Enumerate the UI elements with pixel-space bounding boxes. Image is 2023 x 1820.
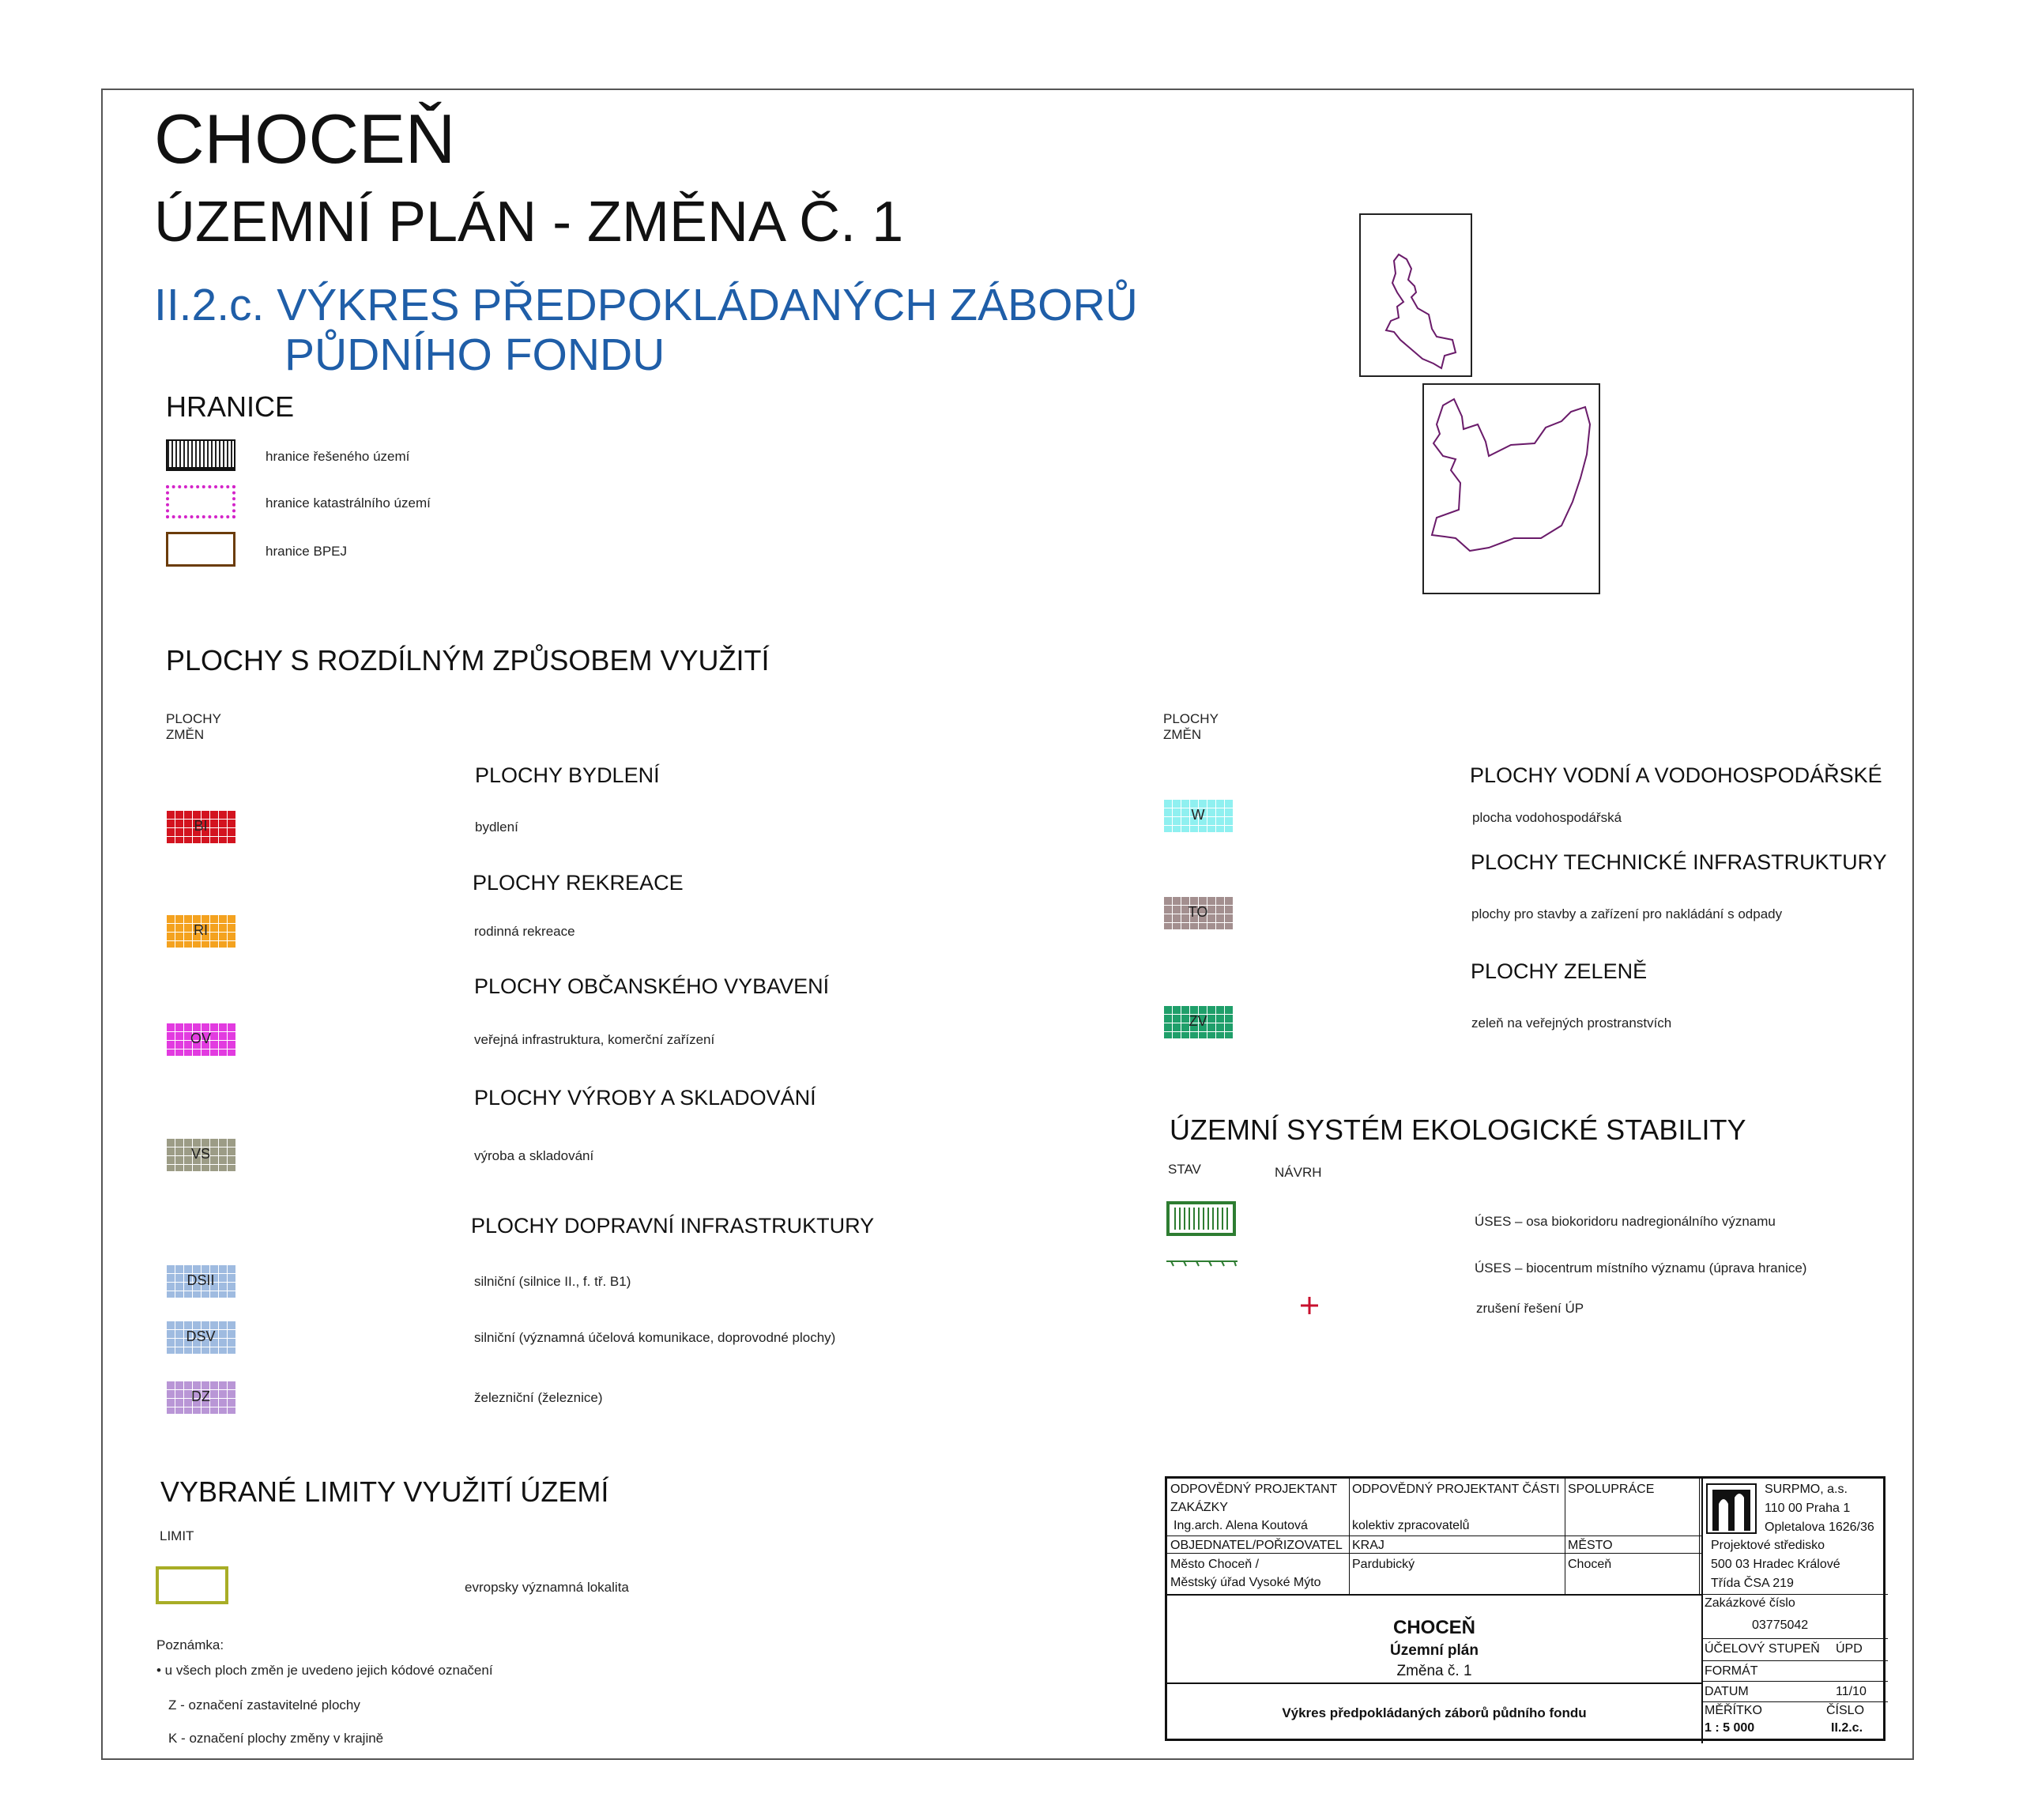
title-block	[1165, 1476, 1885, 1741]
tb-doc: Územní plán	[1390, 1642, 1479, 1659]
biocentrum-icon	[1166, 1258, 1238, 1269]
solid-border-icon	[166, 439, 235, 471]
tb-divider-h9	[1565, 1553, 1701, 1554]
uses-stav-label: STAV	[1168, 1162, 1201, 1177]
rekreace-code: RI	[194, 922, 208, 938]
tb-h-format: FORMÁT	[1705, 1664, 1758, 1678]
vyroba-code: VS	[190, 1146, 210, 1162]
rekreace-heading: PLOCHY REKREACE	[473, 871, 684, 895]
tb-h-mesto: MĚSTO	[1568, 1539, 1613, 1552]
vodni-code: W	[1191, 807, 1205, 823]
hranice-label-3: hranice BPEJ	[266, 544, 347, 559]
uses-navrh-label: NÁVRH	[1275, 1165, 1322, 1180]
brown-border-icon	[166, 532, 235, 567]
plochy-zmen-label-left: PLOCHY ZMĚN	[166, 711, 221, 743]
tb-h-coop: SPOLUPRÁCE	[1568, 1483, 1655, 1496]
tb-drawing: Výkres předpokládaných záborů půdního fondu	[1282, 1705, 1587, 1720]
dsv-code: DSV	[186, 1328, 216, 1344]
note-title: Poznámka:	[156, 1637, 224, 1652]
tb-company: SURPMO, a.s. 110 00 Praha 1 Opletalova 1626/36	[1765, 1483, 1874, 1534]
technicka-heading: PLOCHY TECHNICKÉ INFRASTRUKTURY	[1471, 850, 1887, 874]
obcanske-swatch	[166, 1023, 235, 1056]
tb-h-proj: ODPOVĚDNÝ PROJEKTANT ZAKÁZKY	[1170, 1483, 1338, 1515]
tb-change: Změna č. 1	[1396, 1663, 1472, 1679]
tb-h-client: OBJEDNATEL/POŘIZOVATEL	[1170, 1539, 1343, 1552]
tb-h-order: Zakázkové číslo	[1705, 1596, 1795, 1610]
tb-divider-h10	[1349, 1553, 1565, 1554]
tb-divider-v4	[1701, 1479, 1703, 1743]
note-line-3: K - označení plochy změny v krajině	[168, 1731, 384, 1746]
bydleni-label: bydlení	[475, 820, 518, 835]
plochy-heading: PLOCHY S ROZDÍLNÝM ZPŮSOBEM VYUŽITÍ	[166, 644, 770, 676]
dz-label: železniční (železnice)	[474, 1390, 603, 1405]
plochy-zmen-label-right: PLOCHY ZMĚN	[1163, 711, 1219, 743]
tb-mesto: Choceň	[1568, 1558, 1612, 1571]
zelen-label: zeleň na veřejných prostranstvích	[1471, 1016, 1672, 1031]
vodni-label: plocha vodohospodářská	[1472, 810, 1622, 825]
tb-divider-h7	[1701, 1681, 1888, 1682]
obcanske-heading: PLOCHY OBČANSKÉHO VYBAVENÍ	[474, 974, 830, 998]
tb-number: II.2.c.	[1831, 1721, 1863, 1735]
vodni-heading: PLOCHY VODNÍ A VODOHOSPODÁŘSKÉ	[1470, 763, 1882, 787]
dz-swatch	[166, 1381, 235, 1414]
dsii-swatch	[166, 1264, 235, 1298]
limity-col-label: LIMIT	[160, 1528, 194, 1543]
tb-h-stage: ÚČELOVÝ STUPEŇ	[1705, 1642, 1820, 1656]
tb-kraj: Pardubický	[1352, 1558, 1415, 1571]
tb-order: 03775042	[1752, 1618, 1809, 1632]
drawing-title-line2: PŮDNÍHO FONDU	[284, 330, 665, 380]
hranice-label-1: hranice řešeného území	[266, 449, 410, 464]
vyroba-label: výroba a skladování	[474, 1148, 594, 1163]
city-title: CHOCEŇ	[154, 100, 456, 178]
hranice-heading: HRANICE	[166, 390, 295, 423]
tb-h-scale: MĚŘÍTKO	[1705, 1704, 1762, 1717]
tb-scale: 1 : 5 000	[1705, 1721, 1755, 1735]
evl-icon	[156, 1566, 228, 1604]
limity-heading: VYBRANÉ LIMITY VYUŽITÍ ÚZEMÍ	[160, 1475, 609, 1508]
tb-date: 11/10	[1836, 1685, 1867, 1698]
rekreace-label: rodinná rekreace	[474, 924, 575, 939]
tb-divider-h5	[1701, 1638, 1888, 1639]
vodni-swatch	[1163, 799, 1233, 832]
tb-proj-name: Ing.arch. Alena Koutová	[1173, 1519, 1308, 1532]
obcanske-label: veřejná infrastruktura, komerční zařízení	[474, 1032, 715, 1047]
vyroba-swatch	[166, 1138, 235, 1171]
dsv-swatch	[166, 1321, 235, 1354]
dotted-border-icon	[166, 485, 235, 518]
tb-part-name: kolektiv zpracovatelů	[1352, 1519, 1470, 1532]
limity-label: evropsky významná lokalita	[465, 1580, 629, 1595]
tb-divider-h6	[1701, 1660, 1888, 1661]
obcanske-code: OV	[190, 1031, 211, 1046]
tb-h-number: ČÍSLO	[1826, 1704, 1865, 1717]
bydleni-heading: PLOCHY BYDLENÍ	[475, 763, 660, 787]
tb-client: Město Choceň / Městský úřad Vysoké Mýto	[1170, 1558, 1321, 1590]
bydleni-code: BI	[194, 818, 208, 834]
tb-divider-v3	[1699, 1479, 1700, 1594]
technicka-label: plochy pro stavby a zařízení pro nakládání s odpady	[1471, 906, 1783, 921]
uses-label-3: zrušení řešení ÚP	[1476, 1301, 1584, 1316]
technicka-swatch	[1163, 896, 1233, 929]
key-map-large	[1422, 383, 1601, 595]
tb-city: CHOCEŇ	[1392, 1617, 1475, 1638]
key-map-small	[1359, 213, 1473, 378]
vyroba-heading: PLOCHY VÝROBY A SKLADOVÁNÍ	[474, 1086, 816, 1110]
zelen-heading: PLOCHY ZELENĚ	[1471, 959, 1648, 983]
dsv-label: silniční (významná účelová komunikace, doprovodné plochy)	[474, 1330, 836, 1345]
zelen-swatch	[1163, 1005, 1233, 1038]
cancel-plus-icon	[1300, 1296, 1319, 1315]
tb-divider-h2	[1167, 1594, 1701, 1596]
technicka-code: TO	[1188, 904, 1208, 920]
dsii-label: silniční (silnice II., f. tř. B1)	[474, 1274, 631, 1289]
tb-branch: Projektové středisko 500 03 Hradec Králové Třída ČSA 219	[1711, 1539, 1840, 1590]
tb-h-date: DATUM	[1705, 1685, 1749, 1698]
dz-code: DZ	[191, 1389, 210, 1404]
biokoridor-icon	[1166, 1201, 1236, 1236]
uses-label-1: ÚSES – osa biokoridoru nadregionálního významu	[1475, 1214, 1776, 1229]
zelen-code: ZV	[1189, 1013, 1207, 1029]
note-line-2: Z - označení zastavitelné plochy	[168, 1698, 360, 1713]
drawing-title-line1: II.2.c. VÝKRES PŘEDPOKLÁDANÝCH ZÁBORŮ	[154, 280, 1138, 330]
tb-divider-h11	[1167, 1553, 1349, 1554]
rekreace-swatch	[166, 914, 235, 948]
tb-h-part: ODPOVĚDNÝ PROJEKTANT ČÁSTI	[1352, 1483, 1560, 1496]
uses-heading: ÚZEMNÍ SYSTÉM EKOLOGICKÉ STABILITY	[1170, 1113, 1746, 1146]
company-logo-icon	[1706, 1483, 1757, 1534]
uses-label-2: ÚSES – biocentrum místního významu (úprava hranice)	[1475, 1260, 1807, 1276]
dsii-code: DSII	[186, 1272, 215, 1288]
tb-divider-v1	[1349, 1479, 1350, 1594]
plan-title: ÚZEMNÍ PLÁN - ZMĚNA Č. 1	[154, 190, 904, 254]
tb-divider-h3	[1167, 1682, 1701, 1684]
tb-stage: ÚPD	[1836, 1642, 1863, 1656]
bydleni-swatch	[166, 810, 235, 843]
hranice-label-2: hranice katastrálního území	[266, 496, 431, 511]
note-line-1: • u všech ploch změn je uvedeno jejich kódové označení	[156, 1663, 493, 1678]
tb-h-kraj: KRAJ	[1352, 1539, 1384, 1552]
doprava-heading: PLOCHY DOPRAVNÍ INFRASTRUKTURY	[471, 1214, 875, 1238]
